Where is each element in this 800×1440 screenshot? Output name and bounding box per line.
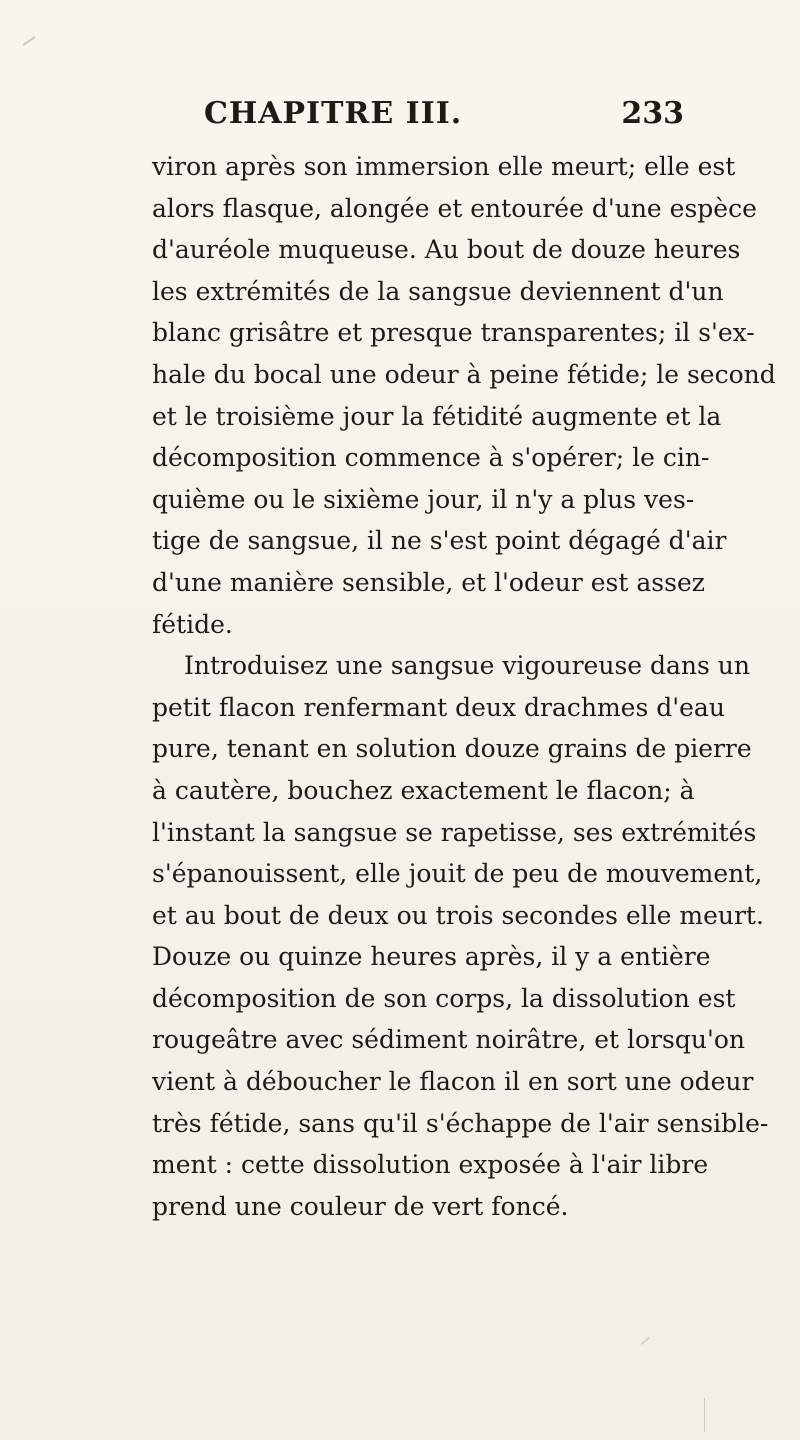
text-line: blanc grisâtre et presque transparentes; il s'ex- [152, 318, 755, 348]
text-line: à cautère, bouchez exactement le flacon; à [152, 775, 695, 805]
paragraph-end-line: fétide. [152, 609, 233, 639]
text-line: et au bout de deux ou trois secondes elle meurt. [152, 900, 764, 930]
text-line: rougeâtre avec sédiment noirâtre, et lorsqu'on [152, 1025, 745, 1055]
text-line: tige de sangsue, il ne s'est point dégagé d'air [152, 526, 727, 556]
text-line: décomposition commence à s'opérer; le cin- [152, 443, 710, 473]
text-line: pure, tenant en solution douze grains de pierre [152, 734, 752, 764]
text-line: d'auréole muqueuse. Au bout de douze heures [152, 235, 741, 265]
text-line: viron après son immersion elle meurt; elle est [152, 152, 736, 181]
text-line: décomposition de son corps, la dissolution est [152, 983, 736, 1013]
body-text [152, 146, 776, 1227]
scan-mark [23, 36, 36, 46]
scan-mark [704, 1398, 705, 1432]
text-line: les extrémités de la sangsue deviennent d'un [152, 276, 724, 306]
text-line: hale du bocal une odeur à peine fétide; le second [152, 359, 776, 389]
text-line: ment : cette dissolution exposée à l'air libre [152, 1150, 709, 1180]
text-line: l'instant la sangsue se rapetisse, ses extrémités [152, 817, 757, 847]
text-line: quième ou le sixième jour, il n'y a plus ves- [152, 484, 695, 514]
chapter-heading: CHAPITRE III. [204, 96, 463, 131]
running-head [152, 96, 684, 136]
text-line: Douze ou quinze heures après, il y a entière [152, 942, 711, 972]
text-line: et le troisième jour la fétidité augmente et la [152, 401, 722, 431]
text-line: d'une manière sensible, et l'odeur est assez [152, 567, 705, 597]
text-line: très fétide, sans qu'il s'échappe de l'air sensible- [152, 1108, 769, 1138]
text-line: petit flacon renfermant deux drachmes d'eau [152, 692, 725, 722]
page-number: 233 [621, 96, 684, 131]
text-line: alors flasque, alongée et entourée d'une espèce [152, 193, 757, 223]
scan-mark [641, 1337, 650, 1345]
paragraph-end-line: prend une couleur de vert foncé. [152, 1191, 569, 1221]
paragraph-start-line: Introduisez une sangsue vigoureuse dans un [184, 651, 751, 681]
text-line: s'épanouissent, elle jouit de peu de mouvement, [152, 859, 763, 889]
text-line: vient à déboucher le flacon il en sort une odeur [152, 1067, 754, 1097]
